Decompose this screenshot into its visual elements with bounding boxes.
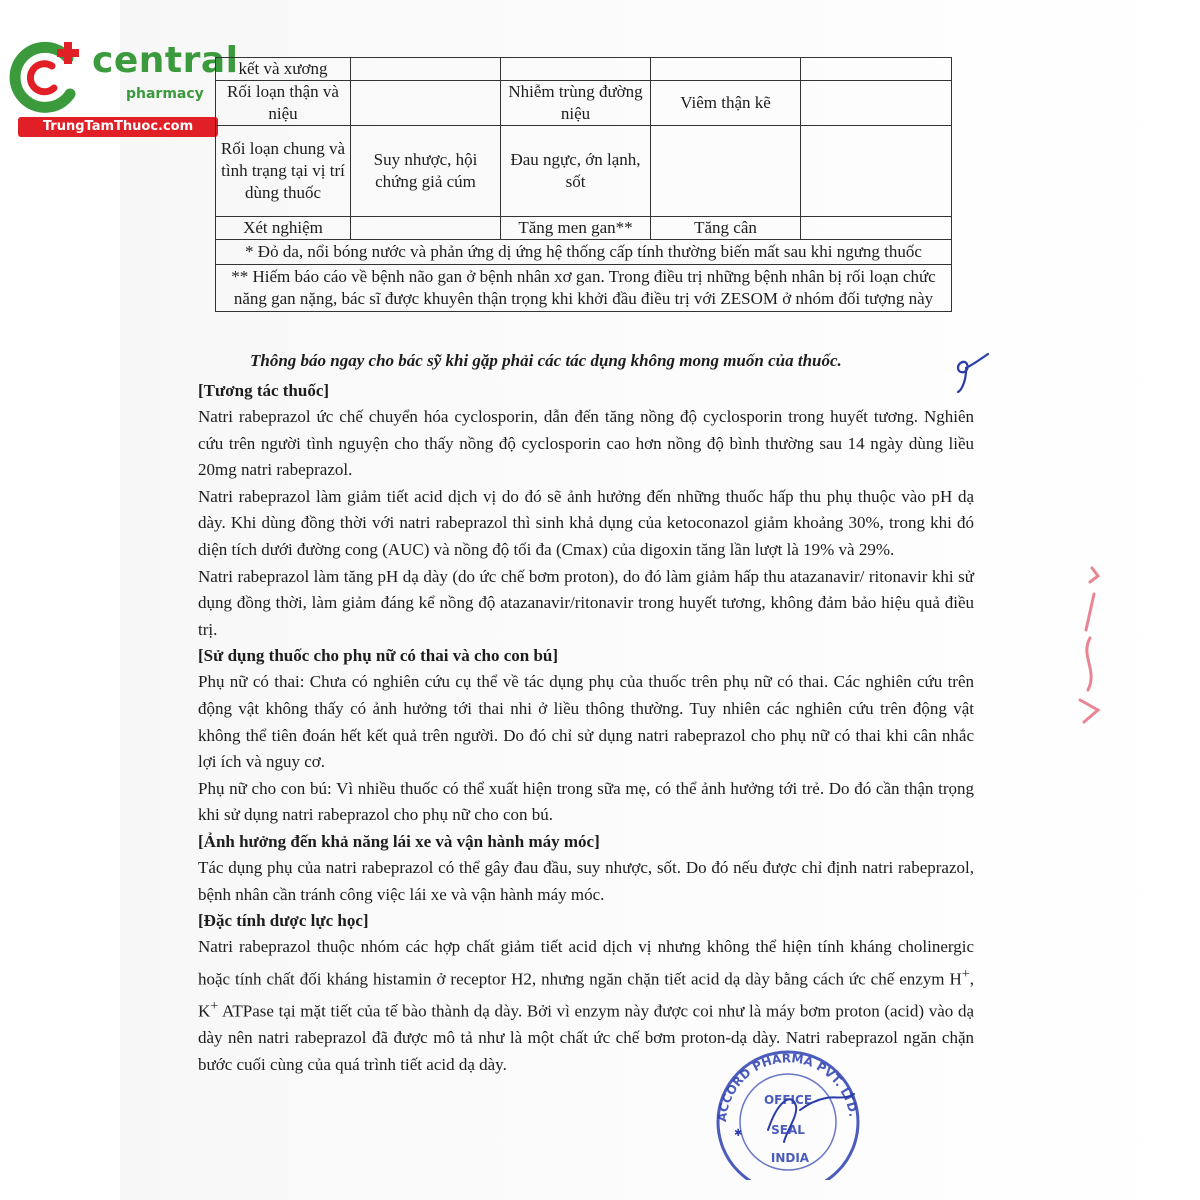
table-note-row — [216, 265, 952, 312]
text-run: ATPase tại mặt tiết của tế bào thành dạ dày. Bởi vì enzym này được coi như là máy bơm proton (acid) vào dạ dày nên natri rabeprazol đã được mô tả như là một chất ức chế bơm proton-dạ dày. Natri rabeprazol ngăn chặn bước cuối cùng của quá trình tiết acid dạ dày. — [198, 1001, 974, 1074]
seal-bottom-text: INDIA — [770, 1151, 810, 1165]
table-cell: Đau ngực, ớn lạnh, sốt — [501, 126, 651, 217]
superscript: + — [210, 997, 219, 1014]
table-row — [216, 126, 952, 217]
table-cell — [801, 126, 952, 217]
table-footnote-2: ** Hiếm báo cáo về bệnh não gan ở bệnh nhân xơ gan. Trong điều trị những bệnh nhân bị rối loạn chức năng gan nặng, bác sĩ được khuyên thận trọng khi khởi đầu điều trị với ZESOM ở nhóm đối tượng này — [216, 265, 952, 312]
brand-name: central — [92, 40, 239, 81]
seal-center-text: SEAL — [771, 1123, 805, 1137]
text-run: Natri rabeprazol thuộc nhóm các hợp chất giảm tiết acid dịch vị nhưng không thể hiện tính kháng cholinergic hoặc tính chất đối kháng histamin ở receptor H2, nhưng ngăn chặn tiết acid dạ dày bằng cách ức chế enzym H — [198, 937, 974, 989]
section-heading-driving: [Ảnh hưởng đến khả năng lái xe và vận hành máy móc] — [198, 831, 600, 851]
table-cell — [351, 58, 501, 81]
seal-center-text: OFFICE — [763, 1093, 813, 1107]
pharmacy-cross-icon — [8, 36, 90, 118]
paragraph: Natri rabeprazol ức chế chuyển hóa cyclosporin, dẫn đến tăng nồng độ cyclosporin trong huyết tương. Nghiên cứu trên người tình nguyện cho thấy nồng độ cyclosporin cao hơn nồng độ bình thường sau 14 ngày dùng liều 20mg natri rabeprazol. — [198, 407, 974, 480]
table-note-row — [216, 240, 952, 265]
table-cell — [801, 58, 952, 81]
seal-ring-text: ACCORD PHARMA PVT. LTD. — [714, 1051, 861, 1123]
brand-website: TrungTamThuoc.com — [18, 117, 218, 137]
company-seal-stamp — [708, 1040, 868, 1180]
document-body — [198, 378, 974, 1078]
warning-caption: Thông báo ngay cho bác sỹ khi gặp phải các tác dụng không mong muốn của thuốc. — [250, 351, 842, 370]
table-row — [216, 58, 952, 81]
table-cell — [501, 58, 651, 81]
paragraph: Natri rabeprazol làm tăng pH dạ dày (do ức chế bơm proton), do đó làm giảm hấp thu atazanavir/ ritonavir khi sử dụng đồng thời, làm giảm đáng kể nồng độ atazanavir/ritonavir trong huyết tương, không đảm bảo hiệu quả điều trị. — [198, 566, 974, 639]
section-heading-pharmacodynamics: [Đặc tính dược lực học] — [198, 911, 369, 931]
paragraph: Phụ nữ cho con bú: Vì nhiều thuốc có thể xuất hiện trong sữa mẹ, có thể ảnh hưởng tới trẻ. Do đó cần thận trọng khi sử dụng natri rabeprazol cho phụ nữ cho con bú. — [198, 778, 974, 825]
paragraph: Tác dụng phụ của natri rabeprazol có thể gây đau đầu, suy nhược, sốt. Do đó nếu được chỉ định natri rabeprazol, bệnh nhân cần tránh công việc lái xe và vận hành máy móc. — [198, 857, 974, 904]
adverse-effects-table — [215, 57, 952, 312]
brand-subtitle: pharmacy — [126, 86, 204, 102]
table-cell: Xét nghiệm — [216, 217, 351, 240]
superscript: + — [961, 965, 970, 982]
table-row — [216, 217, 952, 240]
svg-text:ACCORD PHARMA PVT. LTD. — [715, 1051, 861, 1122]
table-footnote-1: * Đỏ da, nổi bóng nước và phản ứng dị ứng hệ thống cấp tính thường biến mất sau khi ngưng thuốc — [216, 240, 952, 265]
red-stamp-fragment-icon — [1070, 560, 1110, 730]
table-cell: Viêm thận kẽ — [651, 81, 801, 126]
table-cell — [651, 126, 801, 217]
table-cell — [801, 81, 952, 126]
seal-star-icon: ✱ — [734, 1128, 743, 1139]
paragraph: Phụ nữ có thai: Chưa có nghiên cứu cụ thể về tác dụng phụ của thuốc trên phụ nữ có thai. Các nghiên cứu trên động vật không thấy có ảnh hưởng tới thai nhi ở liều thông thường. Tuy nhiên các nghiên cứu trên động vật không thể tiên đoán hết kết quả trên người. Do đó chỉ sử dụng natri rabeprazol cho phụ nữ có thai khi cân nhắc lợi ích và nguy cơ. — [198, 672, 974, 772]
table-cell: Nhiễm trùng đường niệu — [501, 81, 651, 126]
section-heading-pregnancy: [Sử dụng thuốc cho phụ nữ có thai và cho con bú] — [198, 646, 559, 666]
table-cell: kết và xương — [216, 58, 351, 81]
table-cell — [801, 217, 952, 240]
table-row — [216, 81, 952, 126]
table-cell — [351, 81, 501, 126]
table-cell: Rối loạn thận và niệu — [216, 81, 351, 126]
section-heading-interactions: [Tương tác thuốc] — [198, 381, 330, 400]
central-pharmacy-logo — [8, 36, 239, 136]
table-cell — [651, 58, 801, 81]
table-cell: Tăng cân — [651, 217, 801, 240]
table-cell — [351, 217, 501, 240]
table-cell: Rối loạn chung và tình trạng tại vị trí dùng thuốc — [216, 126, 351, 217]
table-cell: Suy nhược, hội chứng giả cúm — [351, 126, 501, 217]
paragraph: Natri rabeprazol làm giảm tiết acid dịch vị do đó sẽ ảnh hưởng đến những thuốc hấp thu phụ thuộc vào pH dạ dày. Khi dùng đồng thời với natri rabeprazol thì sinh khả dụng của ketoconazol giảm khoảng 30%, trong khi đó diện tích dưới đường cong (AUC) và nồng độ tối đa (Cmax) của digoxin tăng lần lượt là 19% và 29%. — [198, 486, 974, 559]
table-cell: Tăng men gan** — [501, 217, 651, 240]
text-run: , K — [198, 969, 974, 1021]
